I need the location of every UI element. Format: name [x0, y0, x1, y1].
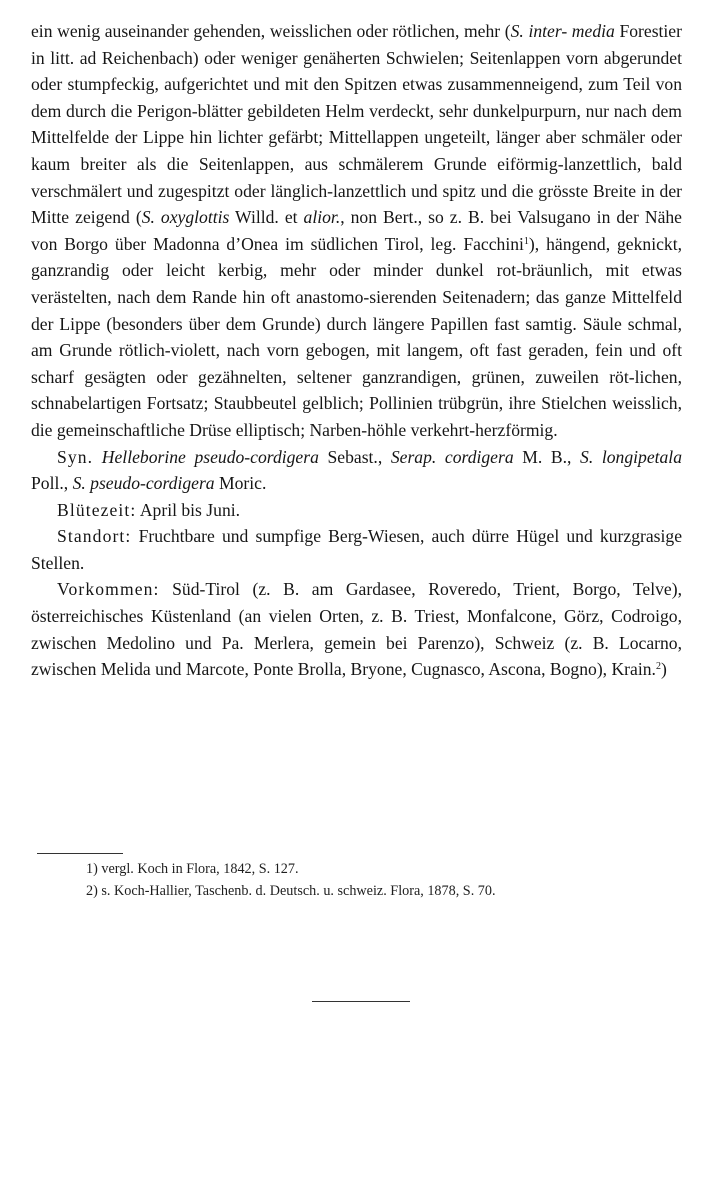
text-run: Moric.	[214, 473, 267, 494]
italic-run: alior.	[303, 207, 341, 228]
text-run: ), hängend, geknickt, ganzrandig oder leicht kerbig, mehr oder minder dunkel rot-bräunlich, mit etwas verästelten, nach dem Rande hin oft anastomo-sierenden Seitenadern; das ganze Mittelfeld der Lippe (besonders über dem Grunde) durch längere Papillen fast samtig. Säule schmal, am Grunde rötlich-violett, nach vorn gebogen, mit langem, oft fast geraden, fein und oft scharf gesägten oder gezähnelten, seltener ganzrandigen, grünen, zuweilen röt-lichen, schnabelartigen Fortsatz; Staubbeutel gelblich; Pollinien trübgrün, ihre Stielchen weisslich, die gemeinschaftliche Drüse elliptisch; Narben-höhle verkehrt-herzförmig.	[31, 233, 682, 440]
text-run: Poll.,	[31, 473, 73, 494]
text-run: , non Bert., so z. B. bei Valsugano in der Nähe von Borgo über Madonna d’Onea im südlichen Tirol, leg. Facchini	[31, 207, 682, 254]
text-run: M. B.,	[513, 446, 581, 467]
text-run: Forestier in litt. ad Reichenbach) oder weniger genäherten Schwielen; Seitenlappen vorn abgerundet oder stumpfeckig, aufgerichtet und mit den Spitzen etwas zusammenneigend, zum Teil von dem durch die Perigon-blätter gebildeten Helm verdeckt, sehr dunkelpurpurn, nur nach dem Mittelfelde der Lippe hin lichter gefärbt; Mittellappen ungeteilt, länger aber schmäler oder kaum breiter als die Seitenlappen, aus schmälerem Grunde eiförmig-lanzettlich, bald verschmälert und zugespitzt oder länglich-lanzettlich und spitz und die grösste Breite in der Mitte zeigend (	[31, 21, 682, 228]
standort-text: Fruchtbare und sumpfige Berg-Wiesen, auch dürre Hügel und kurzgrasige Stellen.	[31, 526, 682, 573]
italic-run: S. inter- media	[510, 21, 615, 41]
footnotes	[86, 858, 686, 902]
footnote-2: 2) s. Koch-Hallier, Taschenb. d. Deutsch. u. schweiz. Flora, 1878, S. 70.	[86, 883, 496, 899]
synonyms-paragraph	[31, 444, 682, 497]
standort-label: Standort:	[57, 526, 132, 547]
text-run: ein wenig auseinander gehenden, weisslichen oder rötlichen, mehr (	[31, 21, 511, 41]
bluetezeit-label: Blütezeit:	[57, 499, 137, 520]
bluetezeit-text: April bis Juni.	[136, 499, 241, 520]
page-content	[31, 18, 682, 683]
vorkommen-paragraph	[31, 576, 682, 682]
text-run: Willd. et	[229, 207, 304, 228]
footnote-divider	[37, 853, 123, 854]
text-run: )	[660, 659, 667, 680]
body-text	[31, 18, 682, 683]
footnote-1: 1) vergl. Koch in Flora, 1842, S. 127.	[86, 861, 299, 877]
bluetezeit-paragraph	[31, 497, 682, 524]
synonyms-text	[31, 447, 682, 494]
end-divider	[312, 1001, 410, 1002]
italic-run: S. longipetala	[580, 446, 682, 467]
italic-run: S. oxyglottis	[141, 207, 230, 228]
italic-run: S. pseudo-cordigera	[72, 473, 215, 494]
text-run: Süd-Tirol (z. B. am Gardasee, Roveredo, Trient, Borgo, Telve), österreichisches Küstenland (an vielen Orten, z. B. Triest, Monfalcone, Görz, Codroigo, zwischen Medolino und Pa. Merlera, gemein bei Parenzo), Schweiz (z. B. Locarno, zwischen Melida und Marcote, Ponte Brolla, Bryone, Cugnasco, Ascona, Bogno), Krain.	[31, 579, 682, 680]
text-run: Sebast.,	[318, 446, 391, 467]
italic-run: Helleborine pseudo-cordigera	[101, 446, 319, 467]
vorkommen-label: Vorkommen:	[57, 579, 160, 600]
synonyms-label: Syn.	[57, 446, 94, 467]
standort-paragraph	[31, 523, 682, 576]
text-run	[93, 447, 102, 467]
footnote-marker: 1	[523, 235, 529, 247]
italic-run: Serap. cordigera	[390, 446, 514, 467]
description-paragraph	[31, 18, 682, 444]
footnote-marker: 2	[655, 661, 661, 673]
